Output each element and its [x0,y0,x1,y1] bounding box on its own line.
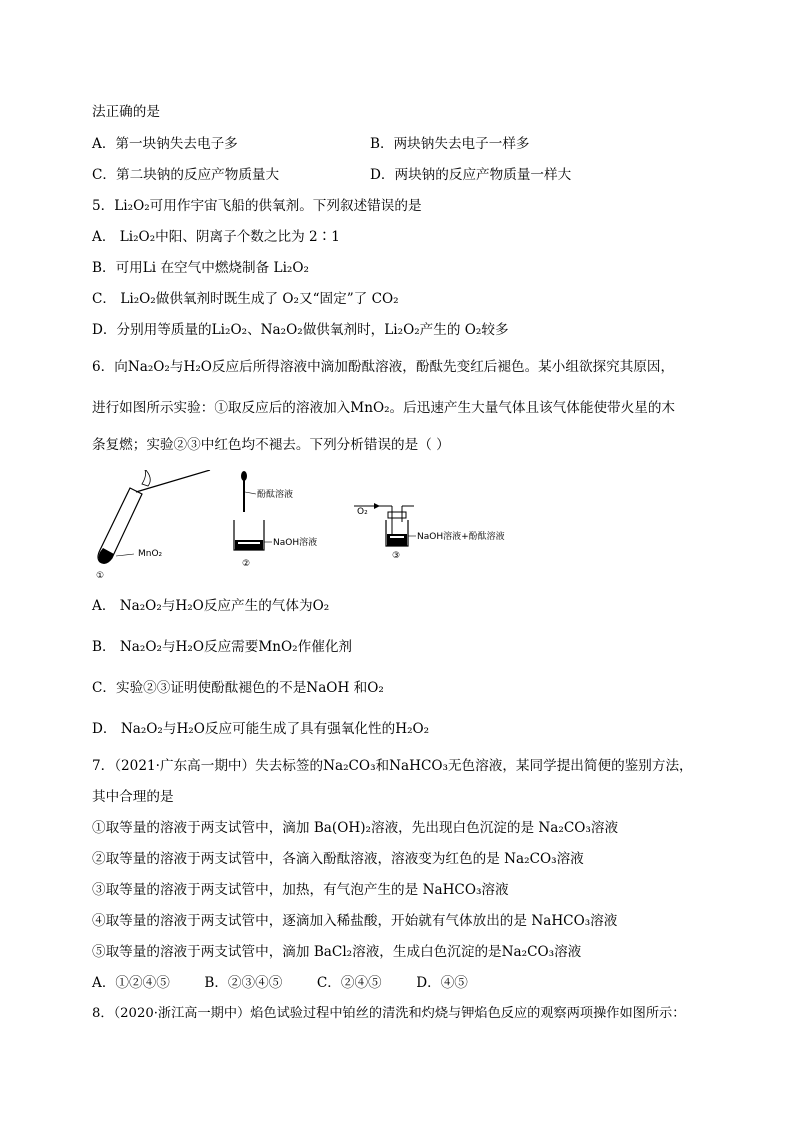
q6-option-c: C．实验②③证明使酚酞褪色的不是NaOH 和O₂ [92,680,384,696]
q4-option-a: A．第一块钠失去电子多 [92,136,238,152]
q6-option-a: A． Na₂O₂与H₂O反应产生的气体为O₂ [92,598,330,614]
q7-options: A．①②④⑤ B．②③④⑤ C．②④⑤ D．④⑤ [92,975,468,991]
q6-stem-1: 6．向Na₂O₂与H₂O反应后所得溶液中滴加酚酞溶液，酚酞先变红后褪色。某小组欲探究其原因， [92,359,675,375]
q7-statement-1: ①取等量的溶液于两支试管中，滴加 Ba(OH)₂溶液，先出现白色沉淀的是 Na₂CO₃溶液 [92,820,619,836]
naoh-phenol-label: NaOH溶液+酚酞溶液 [417,532,505,542]
q5-option-d: D．分别用等质量的Li₂O₂、Na₂O₂做供氧剂时，Li₂O₂产生的 O₂较多 [92,322,509,338]
experiment-3-number: ③ [392,551,401,561]
q4-option-c: C．第二块钠的反应产物质量大 [92,167,280,183]
q6-stem-2: 进行如图所示实验：①取反应后的溶液加入MnO₂。后迅速产生大量气体且该气体能使带火星的木 [92,400,676,416]
q8-stem: 8．（2020·浙江高一期中）焰色试验过程中铂丝的清洗和灼烧与钾焰色反应的观察两项操作如图所示： [92,1006,686,1021]
q6-stem-3: 条复燃；实验②③中红色均不褪去。下列分析错误的是（ ） [92,437,450,453]
q5-option-c: C． Li₂O₂做供氧剂时既生成了 O₂又“固定”了 CO₂ [92,291,399,307]
q7-statement-2: ②取等量的溶液于两支试管中，各滴入酚酞溶液，溶液变为红色的是 Na₂CO₃溶液 [92,851,584,867]
experiment-figure [92,470,552,580]
mno2-label: MnO₂ [138,549,163,559]
experiment-1-number: ① [96,571,105,580]
q4-option-b: B．两块钠失去电子一样多 [370,136,530,152]
question-continuation: 法正确的是 [92,104,160,120]
gas-washing-bottle [386,506,414,546]
q6-option-b: B． Na₂O₂与H₂O反应需要MnO₂作催化剂 [92,639,353,655]
q5-stem: 5．Li₂O₂可用作宇宙飞船的供氧剂。下列叙述错误的是 [92,198,422,214]
q7-statement-4: ④取等量的溶液于两支试管中，逐滴加入稀盐酸，开始就有气体放出的是 NaHCO₃溶液 [92,913,618,929]
q7-statement-5: ⑤取等量的溶液于两支试管中，滴加 BaCl₂溶液，生成白色沉淀的是Na₂CO₃溶液 [92,944,582,960]
q5-option-b: B．可用Li 在空气中燃烧制备 Li₂O₂ [92,260,309,276]
q7-stem-1: 7．（2021·广东高一期中）失去标签的Na₂CO₃和NaHCO₃无色溶液，某同学提出简便的鉴别方法， [92,758,693,774]
q4-option-d: D．两块钠的反应产物质量一样大 [370,167,572,183]
o2-label: O₂ [357,507,368,517]
beaker [234,520,264,550]
dropper [241,471,247,512]
experiment-2-number: ② [242,559,251,569]
q5-option-a: A． Li₂O₂中阳、阴离子个数之比为 2∶1 [92,229,340,245]
q7-statement-3: ③取等量的溶液于两支试管中，加热，有气泡产生的是 NaHCO₃溶液 [92,882,509,898]
naoh-label: NaOH溶液 [273,538,318,548]
phenolphthalein-label: 酚酞溶液 [257,490,294,500]
q6-option-d: D． Na₂O₂与H₂O反应可能生成了具有强氧化性的H₂O₂ [92,721,430,737]
q7-stem-2: 其中合理的是 [92,789,174,805]
